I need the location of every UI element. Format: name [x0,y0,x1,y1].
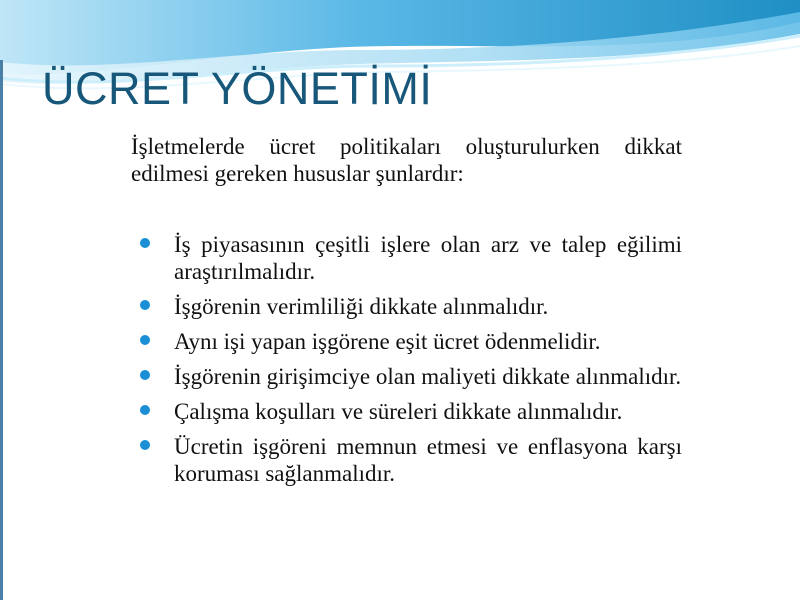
bullet-dot-icon [140,335,150,345]
bullet-item [140,433,682,487]
bullet-dot-icon [140,370,150,380]
bullet-list [140,231,682,495]
bullet-item [140,328,682,355]
bullet-item [140,231,682,285]
left-accent-rule [0,60,3,600]
bullet-text: Çalışma koşulları ve süreleri dikkate alınmalıdır. [174,399,623,424]
bullet-text: Aynı işi yapan işgörene eşit ücret ödenmelidir. [174,329,601,354]
slide-title: ÜCRET YÖNETİMİ [42,63,433,114]
bullet-item [140,398,682,425]
bullet-item [140,363,682,390]
bullet-item [140,293,682,320]
bullet-text: İşgörenin verimliliği dikkate alınmalıdır. [174,294,549,319]
bullet-dot-icon [140,440,150,450]
bullet-dot-icon [140,405,150,415]
bullet-dot-icon [140,238,150,248]
bullet-text: İş piyasasının çeşitli işlere olan arz ve talep eğilimi araştırılmalıdır. [174,232,682,284]
intro-paragraph: İşletmelerde ücret politikaları oluşturulurken dikkat edilmesi gereken hususlar şunlardır: [131,134,682,186]
bullet-dot-icon [140,300,150,310]
bullet-text: İşgörenin girişimciye olan maliyeti dikkate alınmalıdır. [174,364,682,389]
bullet-text: Ücretin işgöreni memnun etmesi ve enflasyona karşı koruması sağlanmalıdır. [174,434,682,486]
